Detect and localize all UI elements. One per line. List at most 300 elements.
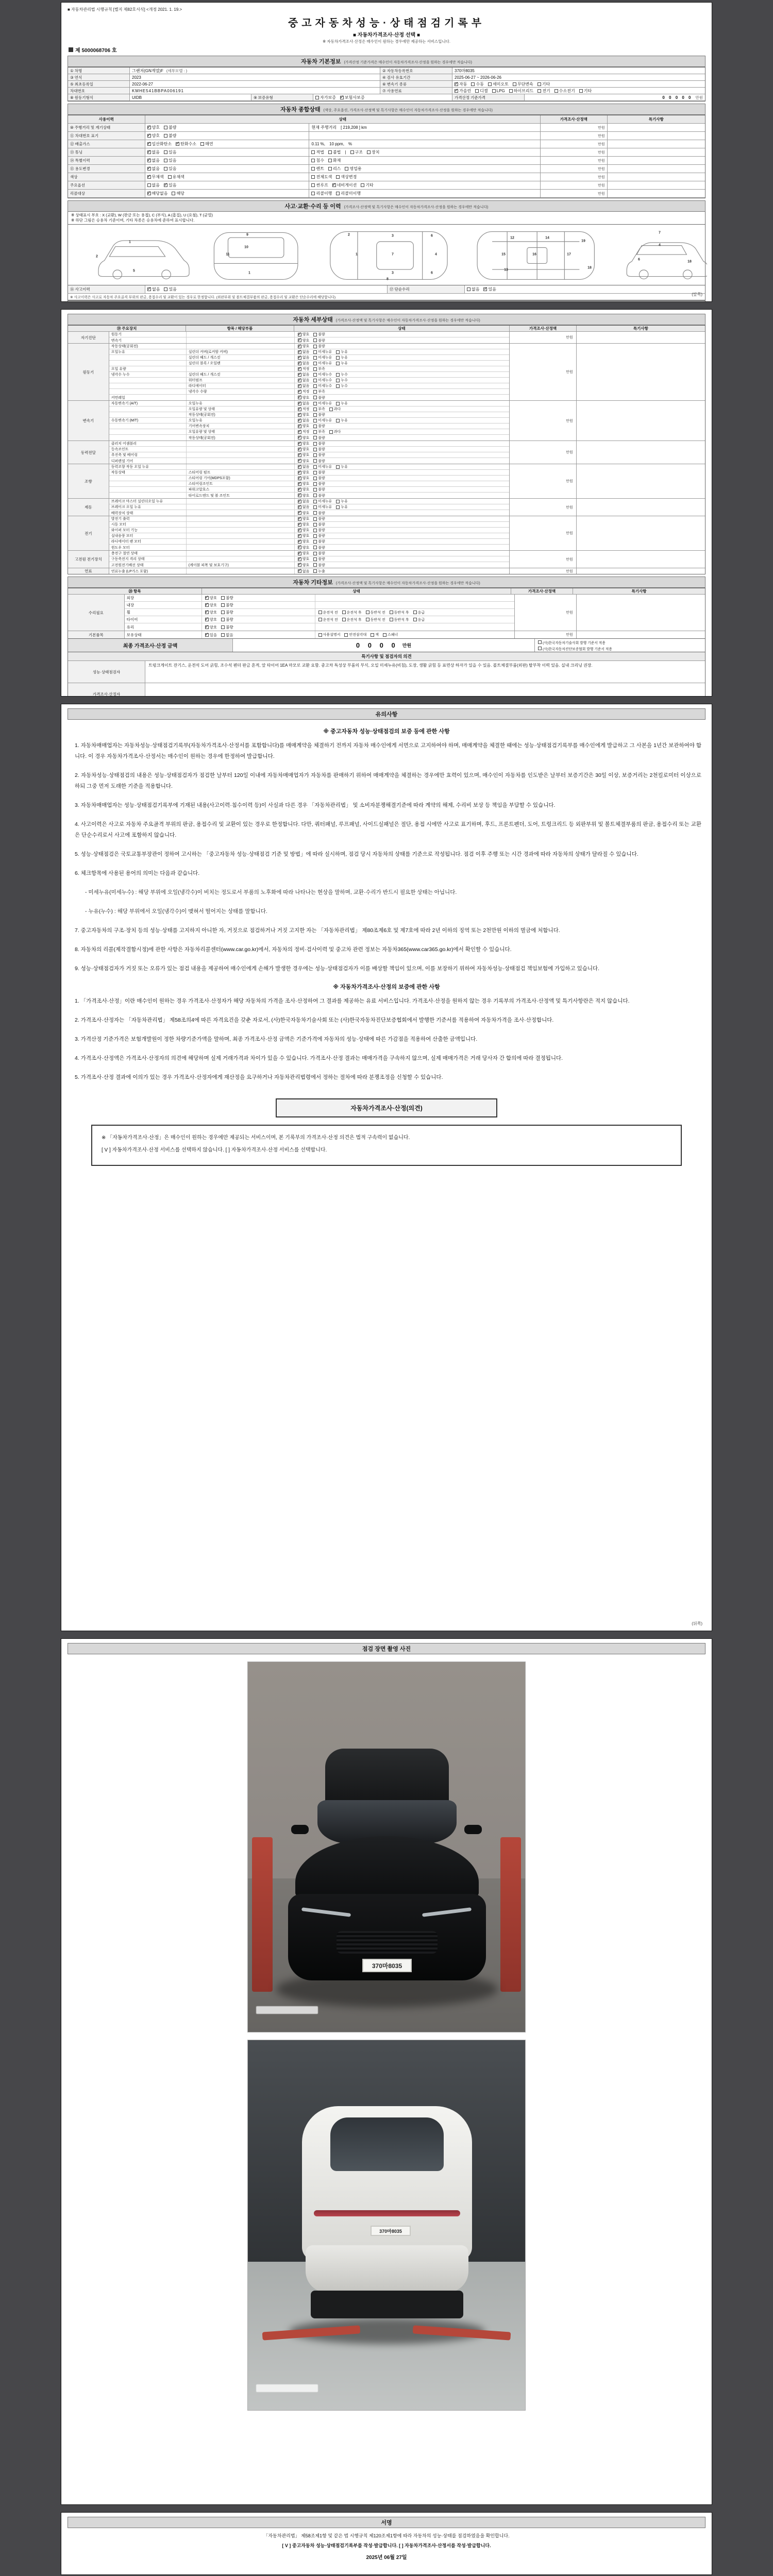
checkbox[interactable] (205, 596, 209, 600)
checkbox[interactable] (313, 453, 317, 457)
checkbox-option: 기타 (579, 88, 592, 94)
checkbox[interactable] (313, 413, 317, 417)
detail-part: 실린더 커버(로커암 커버) (187, 349, 295, 354)
detail-item (109, 487, 187, 492)
car-mirror-left (291, 1825, 309, 1834)
checkbox[interactable] (513, 82, 516, 86)
price-opinion-box (91, 1125, 682, 1166)
checkbox[interactable] (313, 436, 317, 439)
section-detail-note: (가격조사·산정액 및 특기사항은 매수인이 자동차가격조사·산정을 원하는 경우에만 적습니다) (335, 319, 480, 323)
checkbox[interactable] (205, 633, 209, 637)
other-row (125, 623, 515, 631)
checkbox[interactable] (313, 408, 317, 411)
checkbox[interactable] (313, 540, 317, 544)
checkbox[interactable] (313, 338, 317, 342)
field-fuel-label: ⑦ 사용연료 (380, 88, 452, 94)
opinion-text (145, 683, 705, 697)
lift-post-left (252, 1837, 273, 1992)
checkbox-option: ✓ 자동 (455, 81, 467, 87)
summary-row-status (145, 132, 310, 140)
detail-group-label: 원동기 (68, 344, 109, 400)
sign-selection: [ V ] 중고자동차 성능·상태점검기록부를 작성·발급합니다. [ ] 자동차가격조사·산정서를 작성·발급합니다. (282, 2543, 491, 2548)
checkbox[interactable] (298, 563, 301, 567)
checkbox[interactable] (164, 287, 167, 291)
checkbox[interactable] (413, 611, 417, 614)
checkbox[interactable] (311, 167, 315, 171)
detail-group-price: 만원 (510, 516, 577, 550)
detail-item: 변속기 (109, 337, 187, 343)
checkbox-option: 미세누유 (313, 499, 332, 504)
panel-number: 19 (581, 239, 585, 243)
checkbox[interactable] (336, 175, 340, 179)
checkbox[interactable] (329, 408, 333, 411)
checkbox[interactable] (313, 333, 317, 336)
checkbox[interactable] (205, 618, 209, 621)
checkbox[interactable] (328, 167, 332, 171)
checkbox[interactable] (475, 89, 479, 93)
checkbox[interactable] (164, 159, 167, 162)
checkbox[interactable] (221, 596, 225, 600)
checkbox[interactable] (147, 159, 151, 162)
checkbox[interactable] (336, 402, 340, 405)
checkbox[interactable] (298, 523, 301, 527)
checkbox[interactable] (164, 167, 167, 171)
checkbox[interactable] (147, 134, 151, 138)
checkbox[interactable] (205, 625, 209, 629)
checkbox-option: 무단변속 (513, 81, 533, 87)
checkbox[interactable] (298, 408, 301, 411)
checkbox[interactable] (336, 505, 340, 509)
checkbox[interactable] (298, 436, 301, 439)
detail-status-options (295, 516, 509, 521)
checkbox-option: ✓ 양호 (298, 476, 310, 481)
detail-status-options (295, 556, 509, 562)
checkbox[interactable] (298, 488, 301, 492)
checkbox[interactable] (313, 471, 317, 474)
checkbox[interactable] (164, 126, 167, 129)
checkbox[interactable] (383, 633, 386, 637)
checkbox-option: 색상변경 (336, 174, 357, 180)
checkbox[interactable] (336, 192, 340, 195)
checkbox[interactable] (336, 362, 340, 365)
detail-item: 브레이크 오일 누유 (109, 504, 187, 510)
checkbox[interactable] (298, 333, 301, 336)
checkbox[interactable] (390, 618, 393, 621)
checkbox[interactable] (172, 192, 175, 195)
checkbox[interactable] (298, 552, 301, 555)
checkbox[interactable] (298, 373, 301, 377)
checkbox[interactable] (313, 384, 317, 388)
checkbox[interactable] (361, 183, 364, 187)
checkbox[interactable] (313, 552, 317, 555)
checkbox-option: 화재 (328, 158, 341, 163)
detail-item: 발전기 출력 (109, 516, 187, 521)
detail-row (109, 568, 509, 574)
checkbox-option: ✓ 양호 (298, 539, 310, 544)
checkbox[interactable] (318, 633, 322, 637)
checkbox-option: 자가보증 (315, 95, 336, 100)
checkbox[interactable] (342, 618, 346, 621)
panel-number: 7 (392, 252, 394, 257)
checkbox[interactable] (313, 379, 317, 382)
detail-row (109, 435, 509, 440)
checkbox-option: 수동 (471, 81, 483, 87)
checkbox[interactable] (538, 647, 542, 650)
panel-number: 3 (392, 271, 394, 275)
checkbox[interactable] (313, 546, 317, 549)
checkbox[interactable] (200, 142, 204, 146)
checkbox-option: ✓ 없음 (298, 569, 310, 574)
checkbox[interactable] (221, 633, 225, 637)
checkbox-option: ✓ 탄화수소 (176, 141, 196, 147)
checkbox[interactable] (313, 459, 317, 463)
checkbox[interactable] (509, 89, 513, 93)
checkbox[interactable] (147, 287, 151, 291)
checkbox[interactable] (336, 350, 340, 354)
checkbox[interactable] (537, 89, 541, 93)
exchange-title (71, 301, 115, 302)
checkbox[interactable] (298, 477, 301, 480)
detail-status-options (295, 355, 509, 360)
checkbox-option: 불량 (313, 441, 325, 446)
summary-row (68, 165, 705, 173)
checkbox[interactable] (298, 356, 301, 360)
checkbox-option: ✓ 없음 (147, 158, 160, 163)
checkbox[interactable] (221, 611, 225, 614)
checkbox[interactable] (298, 442, 301, 446)
checkbox[interactable] (205, 603, 209, 607)
checkbox[interactable] (344, 633, 348, 637)
checkbox[interactable] (298, 379, 301, 382)
checkbox-option: 기타 (361, 182, 373, 188)
checkbox[interactable] (298, 511, 301, 515)
checkbox[interactable] (366, 611, 369, 614)
checkbox[interactable] (221, 618, 225, 621)
checkbox[interactable] (298, 557, 301, 561)
checkbox-option: ✓ 양호 (147, 133, 160, 139)
checkbox[interactable] (298, 471, 301, 474)
checkbox[interactable] (315, 96, 319, 99)
checkbox-option: 불량 (221, 602, 233, 608)
detail-row (109, 389, 509, 395)
checkbox[interactable] (336, 500, 340, 503)
checkbox-option: 유채색 (168, 174, 184, 180)
checkbox-option: ✓ 없음 (298, 355, 310, 360)
checkbox[interactable] (336, 379, 340, 382)
checkbox[interactable] (313, 390, 317, 394)
checkbox[interactable] (366, 618, 369, 621)
checkbox-option: 미세누유 (313, 355, 332, 360)
checkbox[interactable] (329, 430, 333, 434)
checkbox[interactable] (471, 82, 475, 86)
panel-top (61, 2, 712, 302)
detail-row (109, 429, 509, 435)
checkbox[interactable] (455, 89, 458, 93)
checkbox-option: 없음 (147, 182, 160, 188)
detail-status-options (295, 510, 509, 516)
checkbox[interactable] (313, 557, 317, 561)
checkbox[interactable] (554, 89, 558, 93)
checkbox[interactable] (336, 465, 340, 469)
detail-item: 라디에이터 팬 모터 (109, 539, 187, 544)
checkbox[interactable] (147, 142, 151, 146)
checkbox[interactable] (313, 569, 317, 573)
car-taillight-bar (314, 2210, 460, 2216)
checkbox[interactable] (313, 396, 317, 399)
panel-number: 4 (435, 252, 437, 257)
checkbox[interactable] (221, 625, 225, 629)
checkbox[interactable] (164, 150, 167, 154)
checkbox[interactable] (313, 448, 317, 451)
detail-item (109, 412, 187, 417)
checkbox-option: ✓ 적정 (298, 366, 310, 371)
checkbox-option: ✓ 적정 (298, 429, 310, 434)
checkbox[interactable] (164, 134, 167, 138)
other-item: 보유상태 (125, 631, 202, 638)
detail-status-options (295, 533, 509, 538)
section-sign-title: 서명 (381, 2520, 392, 2526)
checkbox[interactable] (313, 425, 317, 428)
checkbox[interactable] (313, 494, 317, 497)
checkbox-option: 리콜이행 (311, 191, 332, 196)
checkbox[interactable] (311, 150, 315, 154)
checkbox[interactable] (298, 453, 301, 457)
checkbox-option: 썬루프 (311, 182, 328, 188)
detail-part (187, 499, 295, 504)
checkbox[interactable] (537, 82, 541, 86)
checkbox[interactable] (298, 534, 301, 538)
checkbox[interactable] (313, 419, 317, 422)
detail-row (109, 499, 509, 504)
checkbox-option: 안전삼각대 (344, 632, 366, 637)
checkbox[interactable] (298, 505, 301, 509)
detail-row (109, 337, 509, 343)
doc-icon (69, 47, 73, 52)
checkbox[interactable] (298, 500, 301, 503)
checkbox[interactable] (147, 126, 151, 129)
checkbox-option: ✓ 없음 (147, 166, 160, 172)
checkbox-option: 미세누유 (313, 464, 332, 469)
checkbox[interactable] (313, 511, 317, 515)
checkbox[interactable] (313, 477, 317, 480)
checkbox[interactable] (298, 448, 301, 451)
checkbox[interactable] (342, 611, 346, 614)
checkbox[interactable] (579, 89, 583, 93)
checkbox-option: 미세누유 (313, 504, 332, 510)
checkbox[interactable] (298, 425, 301, 428)
field-engine-type-label: ⑧ 원동기형식 (68, 94, 130, 100)
checkbox[interactable] (298, 540, 301, 544)
checkbox[interactable] (298, 338, 301, 342)
other-header: ⑳ 항목 상태 가격조사·산정액 특기사항 (68, 588, 705, 595)
checkbox[interactable] (311, 192, 315, 195)
checkbox[interactable] (313, 529, 317, 532)
detail-status-options (295, 487, 509, 492)
detail-item (109, 481, 187, 486)
checkbox-option: 수소전기 (554, 88, 575, 94)
checkbox[interactable] (298, 367, 301, 371)
checkbox[interactable] (367, 150, 371, 154)
detail-status-options (295, 568, 509, 574)
checkbox[interactable] (313, 465, 317, 469)
checkbox[interactable] (298, 529, 301, 532)
checkbox[interactable] (313, 356, 317, 360)
checkbox[interactable] (313, 500, 317, 503)
checkbox-option: ✓ 없음 (147, 286, 160, 292)
checkbox[interactable] (221, 603, 225, 607)
checkbox[interactable] (313, 430, 317, 434)
detail-group-remark (577, 401, 705, 440)
checkbox[interactable] (467, 287, 470, 291)
summary-row-status (145, 148, 310, 156)
checkbox[interactable] (345, 167, 348, 171)
checkbox[interactable] (147, 192, 151, 195)
detail-item (109, 476, 187, 481)
checkbox[interactable] (313, 442, 317, 446)
detail-item: 수동변속기 (M/T) (109, 418, 187, 423)
field-fuel-options (452, 88, 705, 94)
checkbox[interactable] (390, 611, 393, 614)
checkbox[interactable] (205, 611, 209, 614)
checkbox[interactable] (336, 419, 340, 422)
checkbox[interactable] (313, 517, 317, 521)
opinion-text: 트렁크게이트 잔기스, 운전석 도어 긁힘, 조수석 펜더 판금 흔적, 앞 타이어 1EA 마모로 교환 요함. 중고차 특성상 부품의 부식, 오일 미세누유(비침), 도장, 생활 긁힘 등 표면상 하자가 있을 수 있음. 볼트체결부품(외판) 탈부착 이력 있음. 실내 크리닝 권장. (148, 663, 593, 668)
checkbox[interactable] (413, 618, 417, 621)
checkbox[interactable] (147, 183, 151, 187)
checkbox[interactable] (313, 534, 317, 538)
checkbox-option: 불량 (313, 459, 325, 464)
checkbox[interactable] (298, 390, 301, 394)
checkbox-option: 동반석 후 (390, 610, 409, 615)
detail-group (68, 516, 705, 551)
checkbox[interactable] (488, 82, 492, 86)
other-positions (315, 631, 515, 638)
checkbox[interactable] (455, 82, 458, 86)
checkbox-option: 누유 (336, 361, 348, 366)
checkbox[interactable] (332, 183, 336, 187)
checkbox[interactable] (298, 482, 301, 486)
checkbox[interactable] (483, 287, 487, 291)
checkbox[interactable] (164, 183, 167, 187)
summary-row-status (145, 157, 310, 164)
checkbox[interactable] (298, 430, 301, 434)
checkbox[interactable] (298, 396, 301, 399)
checkbox[interactable] (168, 175, 172, 179)
checkbox[interactable] (313, 505, 317, 509)
checkbox-option: ✓ 보험사보증 (340, 95, 365, 100)
field-engine-type: UIDB (130, 94, 251, 100)
summary-row-detail: 현재 주행거리 [ 219,208 ] km (309, 124, 541, 131)
checkbox[interactable] (313, 402, 317, 405)
checkbox[interactable] (298, 413, 301, 417)
checkbox-option: 리콜미이행 (336, 191, 361, 196)
checkbox[interactable] (298, 546, 301, 549)
checkbox[interactable] (328, 159, 332, 162)
checkbox[interactable] (328, 150, 332, 154)
detail-item: 등속조인트 (109, 447, 187, 452)
checkbox[interactable] (298, 465, 301, 469)
detail-row (109, 366, 509, 372)
summary-row-status (145, 165, 310, 173)
other-item: 외장 (125, 595, 202, 601)
checkbox-option: ✓ 무채색 (147, 174, 164, 180)
checkbox[interactable] (371, 633, 374, 637)
page-side-mark: (뒤쪽) (692, 1621, 702, 1626)
checkbox[interactable] (313, 488, 317, 492)
checkbox[interactable] (298, 362, 301, 365)
checkbox-option: 부족 (313, 389, 325, 394)
detail-part: 기어변속장치 (187, 423, 295, 429)
checkbox[interactable] (313, 523, 317, 527)
checkbox[interactable] (311, 159, 315, 162)
detail-row (109, 551, 509, 556)
checkbox[interactable] (313, 345, 317, 348)
detail-part (187, 533, 295, 538)
checkbox[interactable] (147, 150, 151, 154)
checkbox[interactable] (313, 482, 317, 486)
checkbox[interactable] (336, 384, 340, 388)
detail-group-remark (577, 499, 705, 516)
checkbox[interactable] (313, 563, 317, 567)
checkbox[interactable] (298, 402, 301, 405)
checkbox[interactable] (298, 569, 301, 573)
checkbox[interactable] (492, 89, 496, 93)
price-opinion-plaque: 자동차가격조사·산정(의견) (276, 1098, 497, 1117)
detail-row (109, 406, 509, 412)
checkbox[interactable] (298, 517, 301, 521)
checkbox[interactable] (298, 345, 301, 348)
section-accident-bar (68, 200, 705, 212)
checkbox[interactable] (318, 618, 322, 621)
checkbox[interactable] (313, 367, 317, 371)
detail-row (109, 452, 509, 458)
checkbox[interactable] (298, 494, 301, 497)
checkbox-option: 불량 (313, 476, 325, 481)
checkbox[interactable] (311, 183, 315, 187)
checkbox-option: 운전석 후 (342, 610, 362, 615)
checkbox[interactable] (340, 96, 344, 99)
field-vin: KMHE541BBPA006191 (130, 88, 380, 94)
checkbox-option: 불량 (313, 533, 325, 538)
detail-group-price: 만원 (510, 441, 577, 464)
checkbox[interactable] (298, 384, 301, 388)
panel-number: 3 (392, 234, 394, 238)
checkbox[interactable] (336, 356, 340, 360)
checkbox[interactable] (298, 350, 301, 354)
checkbox[interactable] (298, 459, 301, 463)
detail-part: (케이블 피복 및 보호기구) (187, 562, 295, 568)
checkbox[interactable] (318, 611, 322, 614)
checkbox[interactable] (147, 175, 151, 179)
detail-status-options (295, 441, 509, 446)
checkbox[interactable] (538, 640, 542, 644)
checkbox[interactable] (336, 373, 340, 377)
summary-row-price: 만원 (541, 190, 608, 197)
checkbox[interactable] (313, 373, 317, 377)
section-other-title: 자동차 기타정보 (293, 580, 333, 586)
other-item: 유리 (125, 623, 202, 631)
checkbox[interactable] (350, 150, 354, 154)
panel-number: 2 (348, 233, 350, 237)
basic-info-table (68, 67, 705, 101)
checkbox[interactable] (176, 142, 179, 146)
checkbox[interactable] (311, 175, 315, 179)
checkbox[interactable] (313, 350, 317, 354)
checkbox[interactable] (298, 419, 301, 422)
checkbox[interactable] (147, 167, 151, 171)
detail-status-options (295, 562, 509, 568)
checkbox[interactable] (313, 362, 317, 365)
